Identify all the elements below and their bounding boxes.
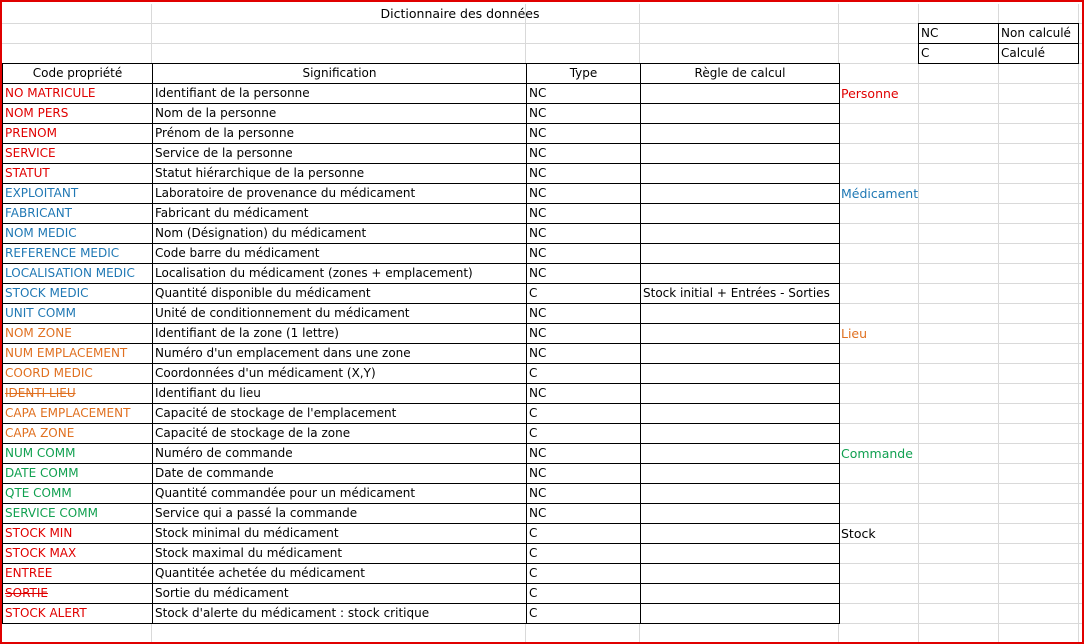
cell-code[interactable]: NUM COMM — [3, 444, 153, 464]
table-row — [3, 304, 840, 324]
table-row — [3, 504, 840, 524]
cell-code[interactable]: SERVICE COMM — [3, 504, 153, 524]
legend-table — [918, 23, 1079, 64]
cell-code[interactable]: SERVICE — [3, 144, 153, 164]
cell-code[interactable]: DATE COMM — [3, 464, 153, 484]
group-label-commande: Commande — [841, 446, 913, 461]
table-row — [3, 484, 840, 504]
cell-signification[interactable]: Quantitée achetée du médicament — [153, 564, 527, 584]
cell-regle[interactable] — [641, 244, 840, 264]
cell-type[interactable]: NC — [527, 264, 641, 284]
cell-code[interactable]: NOM ZONE — [3, 324, 153, 344]
cell-signification[interactable]: Code barre du médicament — [153, 244, 527, 264]
table-row — [3, 204, 840, 224]
cell-type[interactable]: NC — [527, 304, 641, 324]
cell-signification[interactable]: Statut hiérarchique de la personne — [153, 164, 527, 184]
gridline — [918, 4, 919, 644]
table-row — [3, 184, 840, 204]
table-row — [3, 104, 840, 124]
table-row — [3, 164, 840, 184]
cell-type[interactable]: NC — [527, 124, 641, 144]
cell-code[interactable]: CAPA EMPLACEMENT — [3, 404, 153, 424]
group-label-medicament: Médicament — [841, 186, 919, 201]
cell-type[interactable]: NC — [527, 84, 641, 104]
cell-type[interactable]: NC — [527, 484, 641, 504]
table-row — [3, 464, 840, 484]
cell-regle[interactable] — [641, 544, 840, 564]
gridline — [998, 4, 999, 644]
cell-code[interactable]: LOCALISATION MEDIC — [3, 264, 153, 284]
cell-signification[interactable]: Fabricant du médicament — [153, 204, 527, 224]
table-row — [3, 404, 840, 424]
cell-regle[interactable] — [641, 164, 840, 184]
data-dictionary-table — [2, 63, 840, 624]
cell-signification[interactable]: Unité de conditionnement du médicament — [153, 304, 527, 324]
cell-signification[interactable]: Nom (Désignation) du médicament — [153, 224, 527, 244]
table-row — [3, 364, 840, 384]
cell-code[interactable]: STATUT — [3, 164, 153, 184]
legend-code[interactable]: C — [919, 44, 999, 64]
cell-code[interactable]: REFERENCE MEDIC — [3, 244, 153, 264]
cell-code[interactable]: UNIT COMM — [3, 304, 153, 324]
cell-code[interactable]: STOCK MIN — [3, 524, 153, 544]
cell-regle[interactable] — [641, 584, 840, 604]
table-row — [3, 324, 840, 344]
cell-regle[interactable] — [641, 564, 840, 584]
cell-signification[interactable]: Localisation du médicament (zones + emplacement) — [153, 264, 527, 284]
table-row — [3, 144, 840, 164]
cell-signification[interactable]: Identifiant de la zone (1 lettre) — [153, 324, 527, 344]
cell-regle[interactable] — [641, 424, 840, 444]
cell-regle[interactable] — [641, 204, 840, 224]
table-row — [3, 544, 840, 564]
cell-regle[interactable] — [641, 484, 840, 504]
cell-code[interactable]: NO MATRICULE — [3, 84, 153, 104]
table-row — [3, 84, 840, 104]
cell-code[interactable]: NOM PERS — [3, 104, 153, 124]
cell-type[interactable]: NC — [527, 344, 641, 364]
cell-regle[interactable] — [641, 504, 840, 524]
cell-code[interactable]: COORD MEDIC — [3, 364, 153, 384]
table-row — [3, 284, 840, 304]
cell-type[interactable]: NC — [527, 164, 641, 184]
table-row — [3, 384, 840, 404]
cell-type[interactable]: C — [527, 544, 641, 564]
group-label-lieu: Lieu — [841, 326, 868, 341]
table-row — [3, 444, 840, 464]
cell-code[interactable]: QTE COMM — [3, 484, 153, 504]
cell-code[interactable]: PRENOM — [3, 124, 153, 144]
group-label-stock: Stock — [841, 526, 876, 541]
cell-type[interactable]: NC — [527, 324, 641, 344]
cell-regle[interactable] — [641, 324, 840, 344]
cell-regle[interactable] — [641, 604, 840, 624]
table-row — [3, 244, 840, 264]
cell-signification[interactable]: Laboratoire de provenance du médicament — [153, 184, 527, 204]
cell-type[interactable]: C — [527, 364, 641, 384]
cell-type[interactable]: C — [527, 584, 641, 604]
cell-signification[interactable]: Quantité disponible du médicament — [153, 284, 527, 304]
legend-row — [919, 24, 1079, 44]
header-row — [3, 64, 840, 84]
table-row — [3, 224, 840, 244]
cell-signification[interactable]: Sortie du médicament — [153, 584, 527, 604]
cell-type[interactable]: C — [527, 284, 641, 304]
legend-label[interactable]: Non calculé — [999, 24, 1079, 44]
table-row — [3, 124, 840, 144]
cell-signification[interactable]: Service de la personne — [153, 144, 527, 164]
header-code[interactable]: Code propriété — [3, 64, 153, 84]
cell-regle[interactable] — [641, 344, 840, 364]
cell-signification[interactable]: Numéro d'un emplacement dans une zone — [153, 344, 527, 364]
cell-type[interactable]: NC — [527, 464, 641, 484]
cell-type[interactable]: C — [527, 564, 641, 584]
gridline — [1078, 4, 1079, 644]
cell-regle[interactable] — [641, 444, 840, 464]
cell-signification[interactable]: Stock minimal du médicament — [153, 524, 527, 544]
cell-code[interactable]: FABRICANT — [3, 204, 153, 224]
cell-regle[interactable] — [641, 124, 840, 144]
cell-type[interactable]: NC — [527, 384, 641, 404]
cell-type[interactable]: NC — [527, 244, 641, 264]
cell-type[interactable]: NC — [527, 104, 641, 124]
cell-regle[interactable] — [641, 524, 840, 544]
cell-code[interactable]: ENTREE — [3, 564, 153, 584]
cell-code[interactable]: IDENTI LIEU — [3, 384, 153, 404]
cell-signification[interactable]: Capacité de stockage de la zone — [153, 424, 527, 444]
cell-regle[interactable] — [641, 224, 840, 244]
table-row — [3, 264, 840, 284]
cell-type[interactable]: C — [527, 424, 641, 444]
cell-regle[interactable] — [641, 144, 840, 164]
cell-type[interactable]: NC — [527, 144, 641, 164]
cell-regle[interactable] — [641, 184, 840, 204]
cell-regle[interactable] — [641, 404, 840, 424]
cell-regle[interactable] — [641, 84, 840, 104]
cell-type[interactable]: NC — [527, 504, 641, 524]
cell-type[interactable]: NC — [527, 444, 641, 464]
table-row — [3, 584, 840, 604]
cell-code[interactable]: CAPA ZONE — [3, 424, 153, 444]
cell-regle[interactable] — [641, 264, 840, 284]
table-row — [3, 604, 840, 624]
cell-signification[interactable]: Prénom de la personne — [153, 124, 527, 144]
cell-regle[interactable] — [641, 304, 840, 324]
table-body — [3, 84, 840, 624]
cell-code[interactable]: NUM EMPLACEMENT — [3, 344, 153, 364]
legend-code[interactable]: NC — [919, 24, 999, 44]
cell-signification[interactable]: Stock maximal du médicament — [153, 544, 527, 564]
cell-regle[interactable]: Stock initial + Entrées - Sorties — [641, 284, 840, 304]
header-regle[interactable]: Règle de calcul — [641, 64, 840, 84]
cell-type[interactable]: C — [527, 524, 641, 544]
cell-signification[interactable]: Nom de la personne — [153, 104, 527, 124]
table-row — [3, 424, 840, 444]
header-type[interactable]: Type — [527, 64, 641, 84]
legend-label[interactable]: Calculé — [999, 44, 1079, 64]
cell-signification[interactable]: Service qui a passé la commande — [153, 504, 527, 524]
table-row — [3, 524, 840, 544]
cell-type[interactable]: C — [527, 604, 641, 624]
cell-code[interactable]: EXPLOITANT — [3, 184, 153, 204]
table-row — [3, 564, 840, 584]
cell-type[interactable]: NC — [527, 224, 641, 244]
header-signification[interactable]: Signification — [153, 64, 527, 84]
cell-signification[interactable]: Capacité de stockage de l'emplacement — [153, 404, 527, 424]
group-label-personne: Personne — [841, 86, 899, 101]
sheet-title: Dictionnaire des données — [380, 6, 540, 21]
cell-regle[interactable] — [641, 104, 840, 124]
cell-signification[interactable]: Numéro de commande — [153, 444, 527, 464]
cell-code[interactable]: NOM MEDIC — [3, 224, 153, 244]
cell-code[interactable]: STOCK ALERT — [3, 604, 153, 624]
cell-code[interactable]: STOCK MEDIC — [3, 284, 153, 304]
cell-signification[interactable]: Identifiant du lieu — [153, 384, 527, 404]
cell-regle[interactable] — [641, 364, 840, 384]
cell-signification[interactable]: Quantité commandée pour un médicament — [153, 484, 527, 504]
cell-signification[interactable]: Identifiant de la personne — [153, 84, 527, 104]
cell-code[interactable]: STOCK MAX — [3, 544, 153, 564]
table-row — [3, 344, 840, 364]
cell-regle[interactable] — [641, 384, 840, 404]
cell-type[interactable]: NC — [527, 204, 641, 224]
cell-regle[interactable] — [641, 464, 840, 484]
cell-signification[interactable]: Date de commande — [153, 464, 527, 484]
legend-row — [919, 44, 1079, 64]
cell-type[interactable]: NC — [527, 184, 641, 204]
cell-type[interactable]: C — [527, 404, 641, 424]
cell-code[interactable]: SORTIE — [3, 584, 153, 604]
cell-signification[interactable]: Stock d'alerte du médicament : stock critique — [153, 604, 527, 624]
cell-signification[interactable]: Coordonnées d'un médicament (X,Y) — [153, 364, 527, 384]
